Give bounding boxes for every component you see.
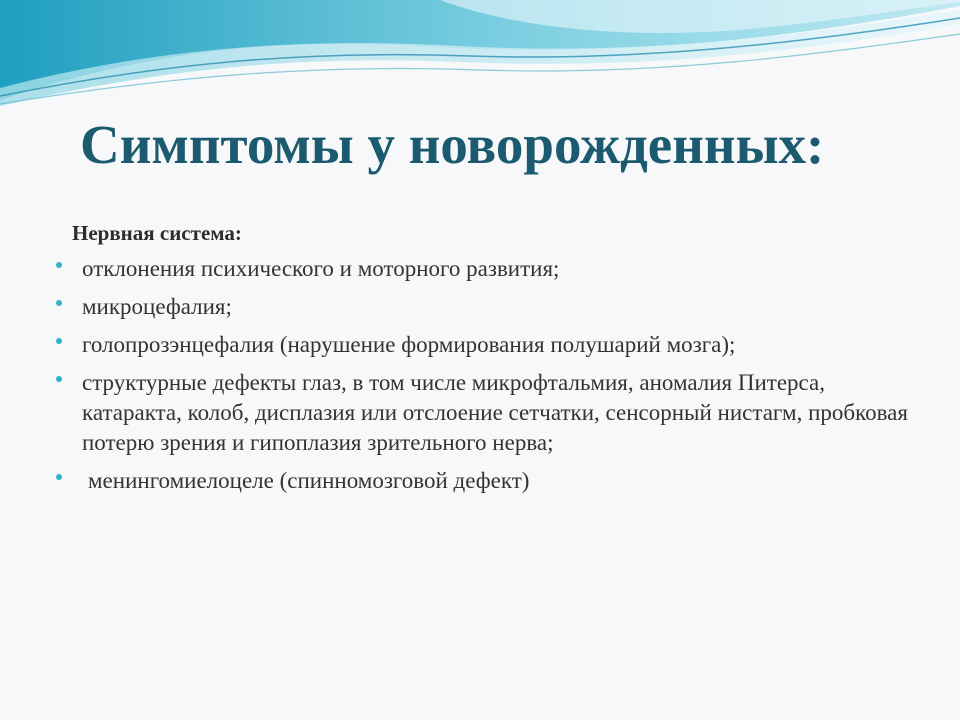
list-item xyxy=(52,368,912,458)
list-item xyxy=(52,292,912,322)
bullet-icon xyxy=(56,338,62,344)
list-item xyxy=(52,466,912,496)
bullet-list xyxy=(52,254,912,496)
list-item-text: менингомиелоцеле (спинномозговой дефект) xyxy=(88,468,530,493)
list-item-text: голопрозэнцефалия (нарушение формирования полушарий мозга); xyxy=(82,332,736,357)
bullet-icon xyxy=(56,376,62,382)
wave-decoration xyxy=(0,0,960,120)
list-item xyxy=(52,254,912,284)
slide-title: Симптомы у новорожденных: xyxy=(80,114,825,175)
bullet-icon xyxy=(56,474,62,480)
list-item-text: микроцефалия; xyxy=(82,294,232,319)
slide-content xyxy=(52,218,912,504)
subheading: Нервная система: xyxy=(72,221,242,245)
list-item-text: структурные дефекты глаз, в том числе микрофтальмия, аномалия Питерса, катаракта, колоб, дисплазия или отслоение сетчатки, сенсорный нистагм, пробковая потерю зрения и гипоплазия зрительного нерва; xyxy=(82,370,908,455)
list-item xyxy=(52,330,912,360)
bullet-icon xyxy=(56,300,62,306)
bullet-icon xyxy=(56,262,62,268)
list-item-text: отклонения психического и моторного развития; xyxy=(82,256,560,281)
